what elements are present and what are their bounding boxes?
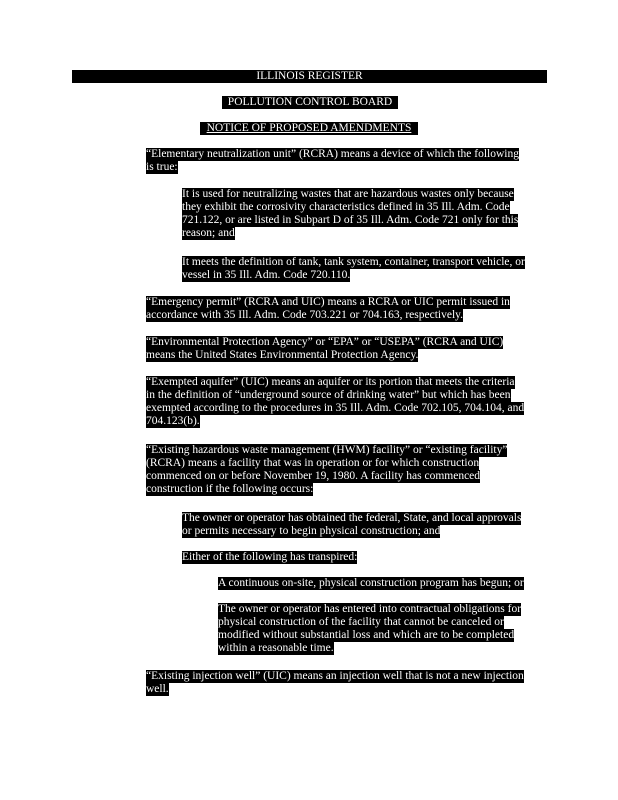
hwm-item-2 [182, 551, 357, 564]
text-line: (RCRA) means a facility that was in operation or for which construction [146, 457, 480, 469]
elementary-item-1 [182, 188, 518, 240]
text-line: It is used for neutralizing wastes that are hazardous wastes only because [182, 188, 514, 200]
text-line: in the definition of “underground source of drinking water” but which has been [146, 389, 511, 401]
hwm-item-1 [182, 512, 521, 538]
text-line: or permits necessary to begin physical construction; and [182, 525, 441, 537]
text-line: A continuous on-site, physical construction program has begun; or [218, 577, 524, 589]
text-line: “Existing hazardous waste management (HWM) facility” or “existing facility” [146, 444, 508, 456]
text-line: is true: [146, 161, 178, 173]
text-line: they exhibit the corrosivity characteristics defined in 35 Ill. Adm. Code [182, 201, 510, 213]
text-line: physical construction of the facility that cannot be canceled or [218, 616, 504, 628]
text-line: well. [146, 683, 169, 695]
definition-existing-injection-well [146, 670, 524, 696]
board-title: POLLUTION CONTROL BOARD [222, 96, 398, 109]
text-line: 704.123(b). [146, 415, 200, 427]
text-line: means the United States Environmental Protection Agency. [146, 349, 419, 361]
register-title: ILLINOIS REGISTER [72, 70, 547, 83]
text-line: The owner or operator has entered into contractual obligations for [218, 603, 522, 615]
text-line: “Emergency permit” (RCRA and UIC) means a RCRA or UIC permit issued in [146, 296, 510, 308]
hwm-subitem-1 [218, 577, 524, 590]
hwm-subitem-2 [218, 603, 521, 655]
notice-title: NOTICE OF PROPOSED AMENDMENTS [200, 122, 418, 135]
definition-epa [146, 336, 503, 362]
text-line: modified without substantial loss and which are to be completed [218, 629, 515, 641]
definition-exempted-aquifer [146, 376, 524, 428]
text-line: The owner or operator has obtained the federal, State, and local approvals [182, 512, 522, 524]
text-line: within a reasonable time. [218, 642, 334, 654]
definition-emergency-permit [146, 296, 510, 322]
definition-existing-hwm-facility [146, 444, 507, 496]
text-line: “Existing injection well” (UIC) means an injection well that is not a new injection [146, 670, 524, 682]
text-line: vessel in 35 Ill. Adm. Code 720.110. [182, 269, 351, 281]
definition-elementary-neutralization [146, 148, 519, 174]
text-line: “Elementary neutralization unit” (RCRA) means a device of which the following [146, 148, 519, 160]
elementary-item-2 [182, 256, 525, 282]
text-line: reason; and [182, 227, 235, 239]
text-line: accordance with 35 Ill. Adm. Code 703.221 or 704.163, respectively. [146, 309, 464, 321]
text-line: It meets the definition of tank, tank system, container, transport vehicle, or [182, 256, 525, 268]
text-line: exempted according to the procedures in 35 Ill. Adm. Code 702.105, 704.104, and [146, 402, 525, 414]
text-line: construction if the following occurs: [146, 483, 314, 495]
text-line: Either of the following has transpired: [182, 551, 358, 563]
text-line: 721.122, or are listed in Subpart D of 35 Ill. Adm. Code 721 only for this [182, 214, 519, 226]
text-line: “Environmental Protection Agency” or “EPA” or “USEPA” (RCRA and UIC) [146, 336, 504, 348]
text-line: “Exempted aquifer” (UIC) means an aquifer or its portion that meets the criteria [146, 376, 515, 388]
text-line: commenced on or before November 19, 1980. A facility has commenced [146, 470, 481, 482]
